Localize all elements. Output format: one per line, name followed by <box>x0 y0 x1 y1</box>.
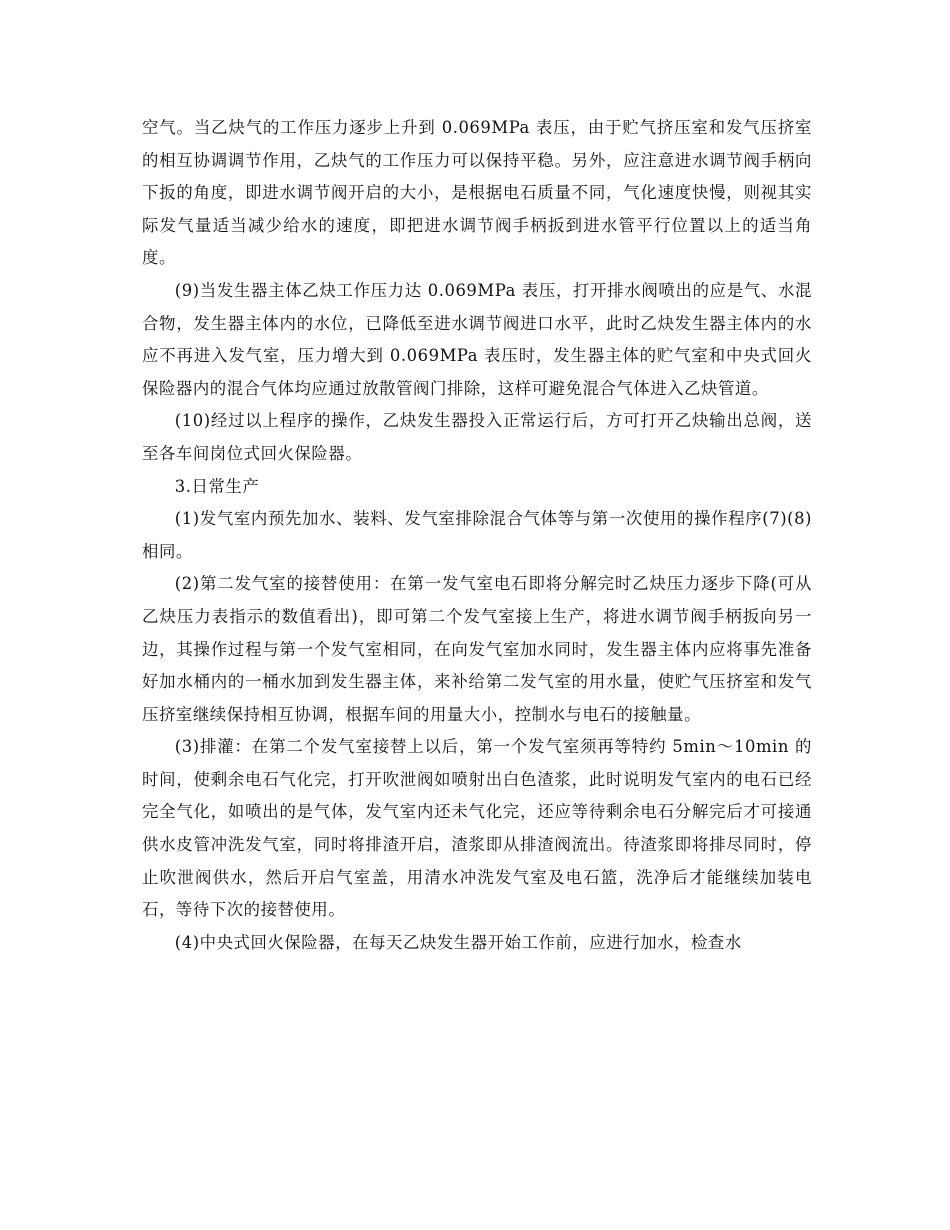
paragraph-daily-item-3: (3)排灌：在第二个发气室接替上以后，第一个发气室须再等特约 5min～10min 的时间，使剩余电石气化完，打开吹泄阀如喷射出白色渣浆，此时说明发气室内的电石已经完全气化，如喷出的是气体，发气室内还未气化完，还应等待剩余电石分解完后才可接通供水皮管冲洗发气室，同时将排渣开启，渣浆即从排渣阀流出。待渣浆即将排尽同时，停止吹泄阀供水，然后开启气室盖，用清水冲洗发气室及电石篮，洗净后才能继续加装电石，等待下次的接替使用。 <box>142 737 812 920</box>
paragraph-daily-item-4: (4)中央式回火保险器，在每天乙炔发生器开始工作前，应进行加水，检查水 <box>174 932 742 952</box>
paragraph-air-pressure-regulation: 空气。当乙炔气的工作压力逐步上升到 0.069MPa 表压，由于贮气挤压室和发气压挤室的相互协调调节作用，乙炔气的工作压力可以保持平稳。另外，应注意进水调节阀手柄向下扳的角度，即进水调节阀开启的大小，是根据电石质量不同，气化速度快慢，则视其实际发气量适当减少给水的速度，即把进水调节阀手柄扳到进水管平行位置以上的适当角度。 <box>142 118 812 268</box>
paragraph-daily-item-1: (1)发气室内预先加水、装料、发气室排除混合气体等与第一次使用的操作程序(7)(8)相同。 <box>142 509 812 561</box>
paragraph-step-10: (10)经过以上程序的操作，乙炔发生器投入正常运行后，方可打开乙炔输出总阀，送至各车间岗位式回火保险器。 <box>142 411 812 463</box>
paragraph-step-9: (9)当发生器主体乙炔工作压力达 0.069MPa 表压，打开排水阀喷出的应是气、水混合物，发生器主体内的水位，已降低至进水调节阀进口水平，此时乙炔发生器主体内的水应不再进入发气室，压力增大到 0.069MPa 表压时，发生器主体的贮气室和中央式回火保险器内的混合气体均应通过放散管阀门排除，这样可避免混合气体进入乙炔管道。 <box>142 280 812 398</box>
section-heading-daily-production: 3.日常生产 <box>174 476 260 496</box>
document-body <box>142 112 812 959</box>
paragraph-daily-item-2: (2)第二发气室的接替使用：在第一发气室电石即将分解完时乙炔压力逐步下降(可从乙炔压力表指示的数值看出)，即可第二个发气室接上生产，将进水调节阀手柄扳向另一边，其操作过程与第一个发气室相同，在向发气室加水同时，发生器主体内应将事先准备好加水桶内的一桶水加到发生器主体，来补给第二发气室的用水量，使贮气压挤室和发气压挤室继续保持相互协调，根据车间的用量大小，控制水与电石的接触量。 <box>142 574 812 724</box>
